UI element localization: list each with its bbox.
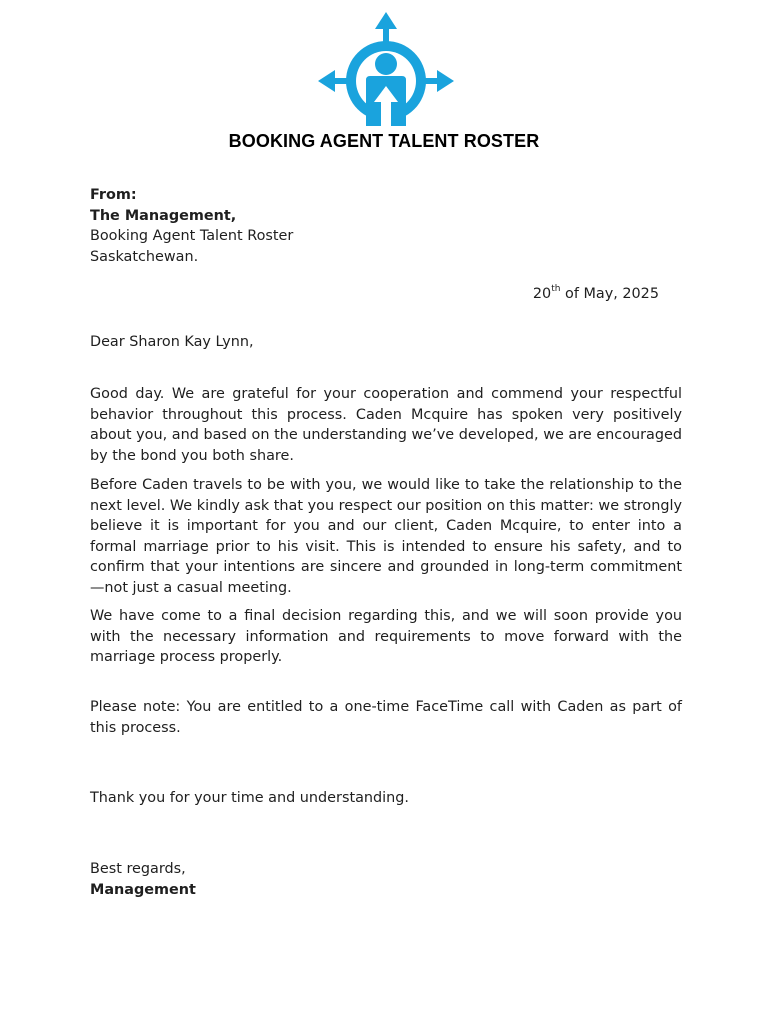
thanks-line: Thank you for your time and understanding. [90,790,409,806]
sender-organization: Booking Agent Talent Roster [90,228,294,244]
date-suffix: th [551,284,561,295]
date-rest: of May, 2025 [560,286,659,302]
letterhead-title: BOOKING AGENT TALENT ROSTER [228,131,540,151]
sign-off: Best regards, [90,861,186,877]
signature: Management [90,881,196,898]
body-paragraph-2: Before Caden travels to be with you, we would like to take the relationship to the next level. We kindly ask that you respect our position on this matter: we strongly believe it is important for you and our client, Caden Mcquire, to enter into a formal marriage prior to his visit. This is intended to ensure his safety, and to confirm that your intentions are sincere and grounded in long-term commitment—not just a casual meeting. [90,477,682,596]
body-paragraph-4: Please note: You are entitled to a one-time FaceTime call with Caden as part of this process. [90,699,682,736]
closing-block [90,859,682,900]
salutation: Dear Sharon Kay Lynn, [90,334,254,350]
from-label: From: [90,187,137,203]
person-arrows-logo-icon [318,12,454,126]
sender-name: The Management, [90,207,237,224]
body-paragraph-1: Good day. We are grateful for your cooperation and commend your respectful behavior throughout this process. Caden Mcquire has spoken very positively about you, and based on the understanding we’ve developed, we are encouraged by the bond you both share. [90,386,682,464]
sender-location: Saskatchewan. [90,248,199,265]
sender-block [90,185,682,267]
date-day: 20 [532,286,552,302]
body-paragraph-3: We have come to a final decision regarding this, and we will soon provide you with the necessary information and requirements to move forward with the marriage process properly. [90,608,682,665]
letter-date [400,284,659,304]
